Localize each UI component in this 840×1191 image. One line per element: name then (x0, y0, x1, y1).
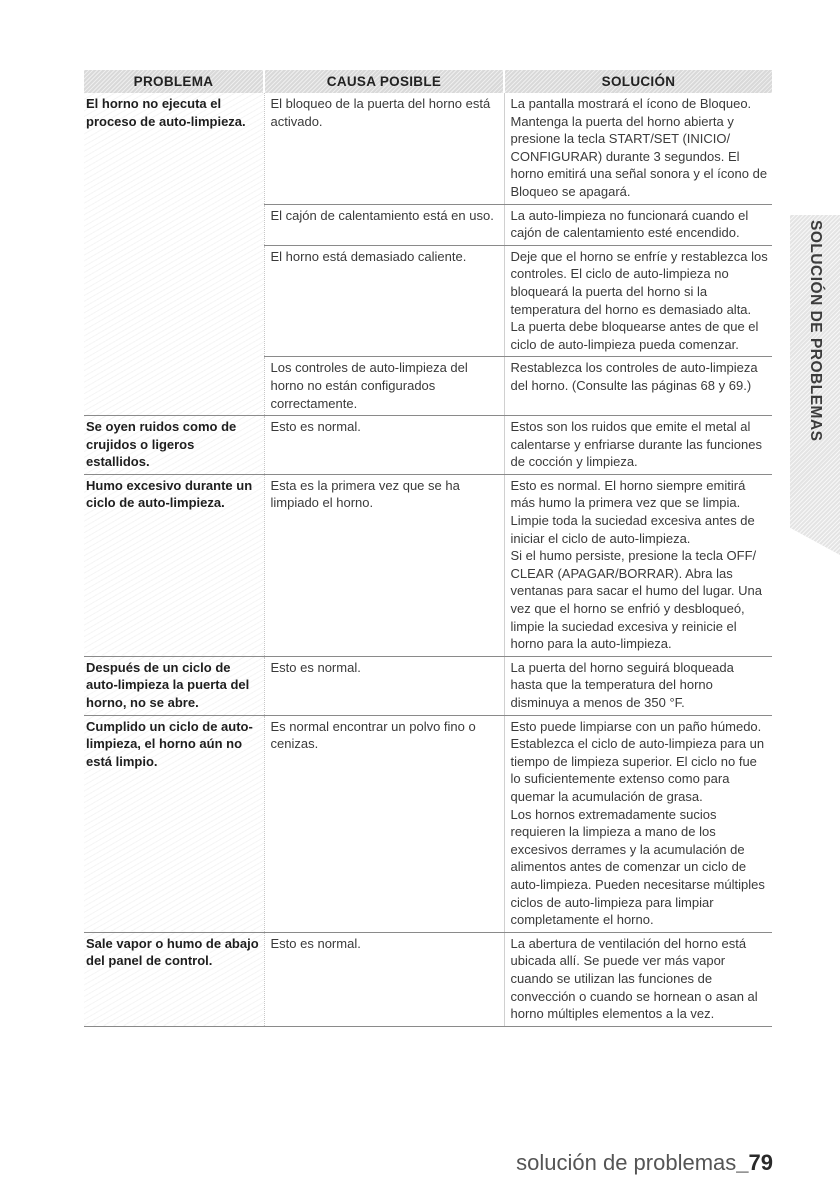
solution-paragraph: Deje que el horno se enfríe y restablezca los controles. El ciclo de auto-limpieza no bloqueará la puerta del horno si la temperatura del horno es demasiado alta. La puerta debe bloquearse antes de que el ciclo de auto-limpieza pueda comenzar. (510, 248, 768, 352)
side-tab-label: SOLUCIÓN DE PROBLEMAS (807, 220, 824, 442)
solution-cell (504, 715, 772, 932)
solution-paragraph: La auto-limpieza no funcionará cuando el cajón de calentamiento esté encendido. (510, 207, 749, 241)
cause-cell: Esto es normal. (264, 932, 504, 1026)
cause-cell: El horno está demasiado caliente. (264, 245, 504, 357)
troubleshooting-table (84, 70, 772, 1027)
problem-cell: El horno no ejecuta el proceso de auto-limpieza. (84, 93, 264, 416)
page-number: 79 (748, 1150, 773, 1175)
solution-paragraph: La abertura de ventilación del horno está ubicada allí. Se puede ver más vapor cuando se utilizan las funciones de convección o cuando se hornean o asan al horno múltiples elementos a la vez. (510, 935, 758, 1022)
cause-cell: Esto es normal. (264, 656, 504, 715)
solution-paragraph: Esto es normal. El horno siempre emitirá más humo la primera vez que se limpia. (510, 477, 746, 511)
cause-cell: Esto es normal. (264, 416, 504, 475)
solution-paragraph: Esto puede limpiarse con un paño húmedo. (510, 718, 762, 734)
problem-cell: Cumplido un ciclo de auto-limpieza, el horno aún no está limpio. (84, 715, 264, 932)
cause-cell: El bloqueo de la puerta del horno está activado. (264, 93, 504, 204)
table-row (84, 474, 772, 656)
solution-paragraph: Limpie toda la suciedad excesiva antes de iniciar el ciclo de auto-limpieza. (510, 513, 755, 546)
solution-paragraph: Si el humo persiste, presione la tecla OFF/ CLEAR (APAGAR/BORRAR). Abra las ventanas para sacar el humo del lugar. Una vez que el horno se enfrió y desbloqueó, limpie la suciedad excesiva y reinicie el horno para la auto-limpieza. (510, 548, 762, 652)
solution-cell (504, 204, 772, 245)
solution-cell (504, 357, 772, 416)
problem-cell: Después de un ciclo de auto-limpieza la puerta del horno, no se abre. (84, 656, 264, 715)
cause-cell: Es normal encontrar un polvo fino o cenizas. (264, 715, 504, 932)
problem-cell: Humo excesivo durante un ciclo de auto-limpieza. (84, 474, 264, 656)
header-problema: PROBLEMA (84, 70, 264, 93)
problem-cell: Sale vapor o humo de abajo del panel de control. (84, 932, 264, 1026)
solution-paragraph: Los hornos extremadamente sucios requieren la limpieza a mano de los excesivos derrames y la acumulación de alimentos antes de comenzar un ciclo de auto-limpieza. Pueden necesitarse múltiples ciclos de auto-limpieza para limpiar completamente el horno. (510, 806, 765, 928)
header-causa-posible: CAUSA POSIBLE (264, 70, 504, 93)
table-row (84, 656, 772, 715)
solution-paragraph: La puerta del horno seguirá bloqueada hasta que la temperatura del horno disminuya a menos de 350 °F. (510, 659, 734, 710)
footer-separator: _ (736, 1150, 749, 1175)
table-body (84, 93, 772, 1026)
solution-paragraph: Establezca el ciclo de auto-limpieza para un tiempo de limpieza superior. El ciclo no fue lo suficientemente extenso como para quemar la acumulación de grasa. (510, 736, 765, 804)
table-row (84, 715, 772, 932)
solution-paragraph: Estos son los ruidos que emite el metal al calentarse y enfriarse durante las funciones de cocción y limpieza. (510, 419, 762, 470)
cause-cell: Los controles de auto-limpieza del horno no están configurados correctamente. (264, 357, 504, 416)
table-row (84, 932, 772, 1026)
solution-cell (504, 416, 772, 475)
cause-cell: El cajón de calentamiento está en uso. (264, 204, 504, 245)
table-row (84, 93, 772, 204)
page-footer (516, 1150, 773, 1176)
solution-cell (504, 93, 772, 204)
header-solucion: SOLUCIÓN (504, 70, 772, 93)
table-row (84, 416, 772, 475)
solution-cell (504, 474, 772, 656)
solution-cell (504, 932, 772, 1026)
footer-text: solución de problemas (516, 1150, 737, 1175)
solution-cell (504, 656, 772, 715)
problem-cell: Se oyen ruidos como de crujidos o ligeros estallidos. (84, 416, 264, 475)
cause-cell: Esta es la primera vez que se ha limpiado el horno. (264, 474, 504, 656)
header-row (84, 70, 772, 93)
solution-paragraph: Restablezca los controles de auto-limpieza del horno. (Consulte las páginas 68 y 69.) (510, 360, 758, 393)
solution-paragraph: La pantalla mostrará el ícono de Bloqueo. Mantenga la puerta del horno abierta y presione la tecla START/SET (INICIO/ CONFIGURAR) durante 3 segundos. El horno emitirá una señal sonora y el ícono de Bloqueo se apagará. (510, 96, 768, 199)
solution-cell (504, 245, 772, 357)
